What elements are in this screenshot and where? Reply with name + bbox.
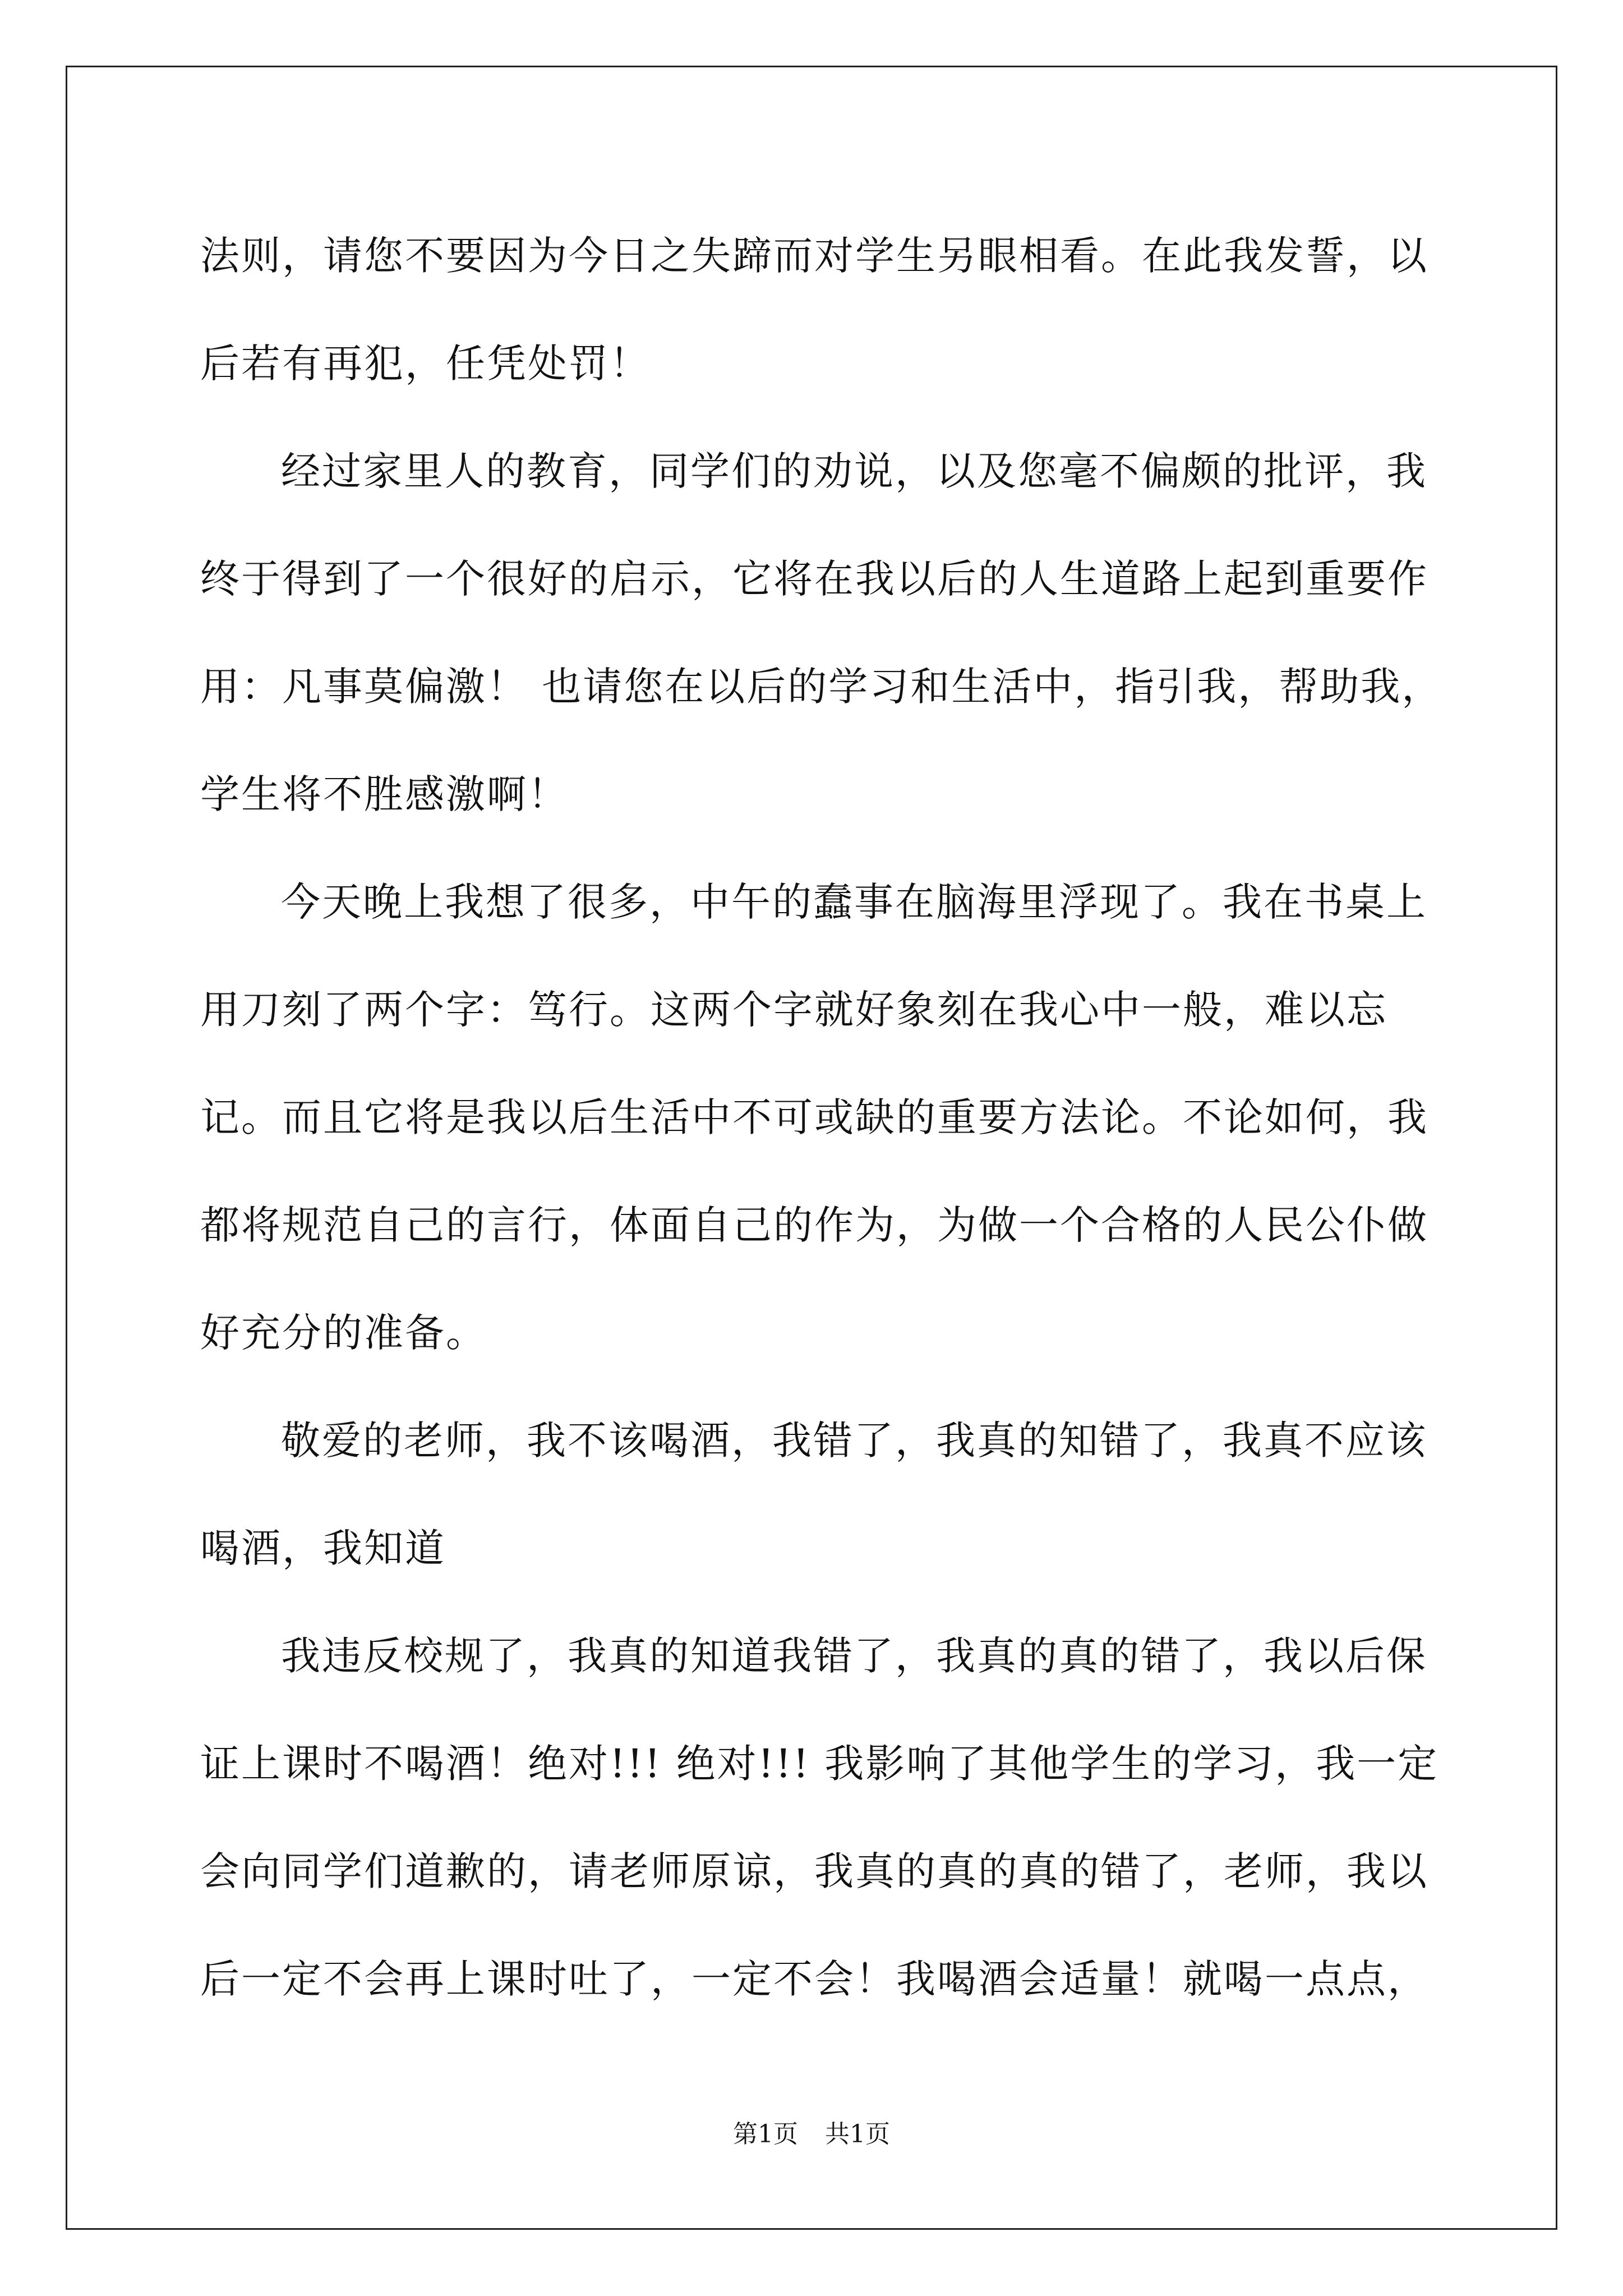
- paragraph-1: 法则，请您不要因为今日之失蹄而对学生另眼相看。在此我发誓，以后若有再犯，任凭处罚！: [200, 233, 1428, 386]
- page-number-current: 第1页: [733, 2120, 798, 2148]
- document-body: [200, 202, 1445, 2033]
- paragraph-5: 我违反校规了，我真的知道我错了，我真的真的错了，我以后保证上课时不喝酒！绝对!!! 绝对!!! 我影响了其他学生的学习，我一定会向同学们道歉的，请老师原谅，我真的真的真的错了，老师，我以后一定不会再上课时吐了，一定不会！我喝酒会适量！就喝一点点，: [200, 1633, 1439, 2002]
- paragraph-2: 经过家里人的教育，同学们的劝说，以及您毫不偏颇的批评，我终于得到了一个很好的启示，它将在我以后的人生道路上起到重要作用：凡事莫偏激！ 也请您在以后的学习和生活中，指引我，帮助我，学生将不胜感激啊！: [200, 448, 1443, 817]
- page-number-total: 共1页: [825, 2120, 890, 2148]
- page-footer: [0, 2118, 1623, 2151]
- paragraph-4: 敬爱的老师，我不该喝酒，我错了，我真的知错了，我真不应该喝酒，我知道: [200, 1418, 1427, 1571]
- paragraph-3: 今天晚上我想了很多，中午的蠢事在脑海里浮现了。我在书桌上用刀刻了两个字：笃行。这两个字就好象刻在我心中一般，难以忘记。而且它将是我以后生活中不可或缺的重要方法论。不论如何，我都将规范自己的言行，体面自己的作为，为做一个合格的人民公仆做好充分的准备。: [200, 879, 1428, 1356]
